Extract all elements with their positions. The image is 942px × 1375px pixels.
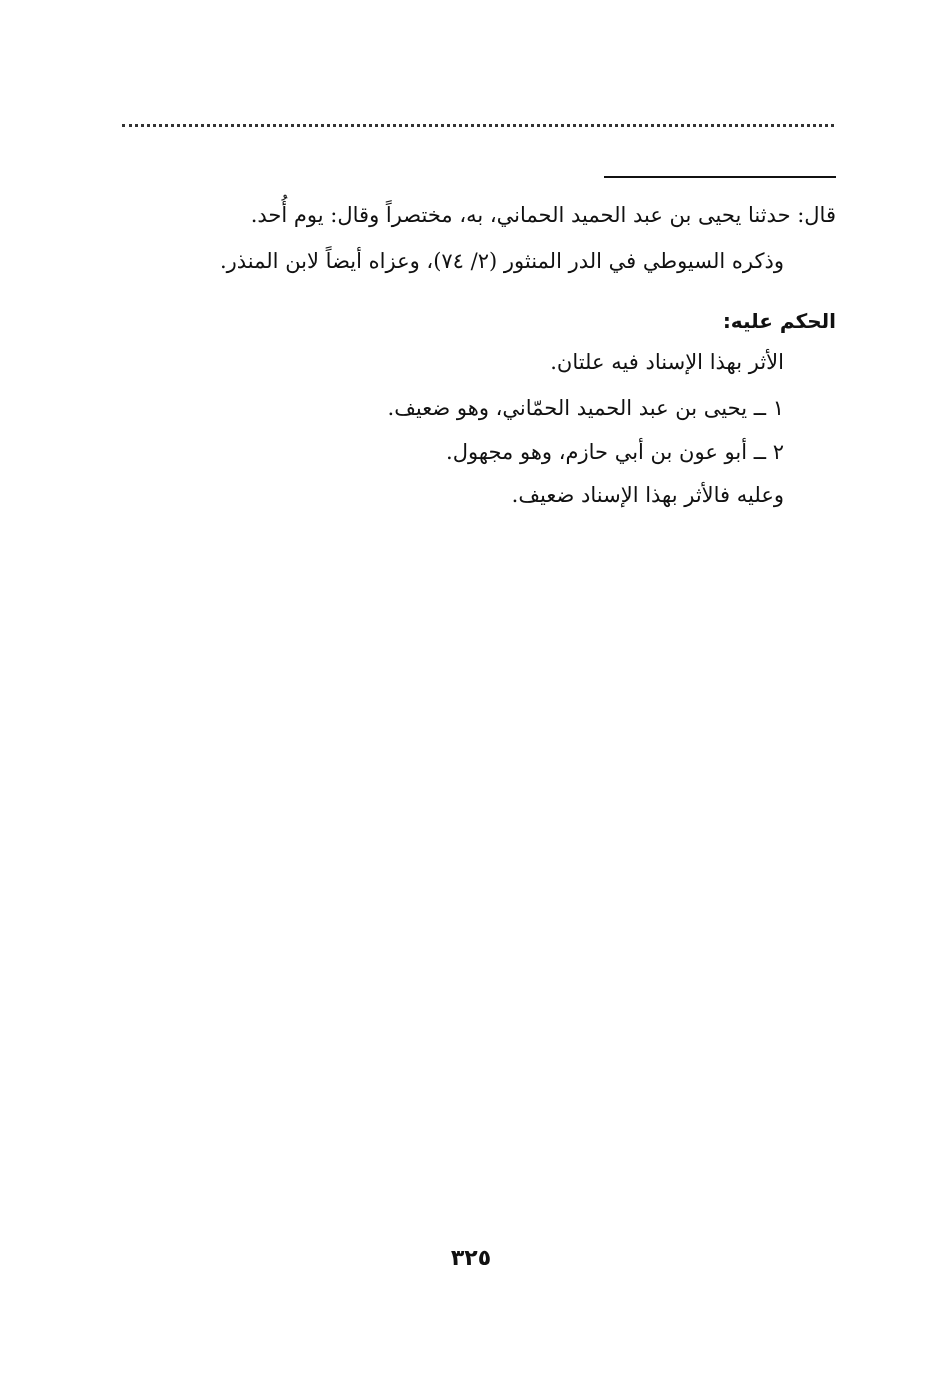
ruling-item-1: ١ ــ يحيى بن عبد الحميد الحمّاني، وهو ضعيف. bbox=[387, 396, 784, 420]
ruling-heading: الحكم عليه: bbox=[722, 309, 836, 333]
ruling-conclusion: وعليه فالأثر بهذا الإسناد ضعيف. bbox=[511, 483, 784, 507]
footnote-rule bbox=[604, 176, 836, 178]
footnote-line-2: وذكره السيوطي في الدر المنثور (٢/ ٧٤)، وعزاه أيضاً لابن المنذر. bbox=[219, 249, 784, 273]
page-number: ٣٢٥ bbox=[450, 1246, 492, 1271]
ruling-intro: الأثر بهذا الإسناد فيه علتان. bbox=[550, 350, 784, 374]
dotted-separator bbox=[122, 124, 834, 127]
ruling-item-2: ٢ ــ أبو عون بن أبي حازم، وهو مجهول. bbox=[446, 440, 784, 464]
footnote-line-1: قال: حدثنا يحيى بن عبد الحميد الحماني، به، مختصراً وقال: يوم أُحد. bbox=[250, 203, 836, 227]
